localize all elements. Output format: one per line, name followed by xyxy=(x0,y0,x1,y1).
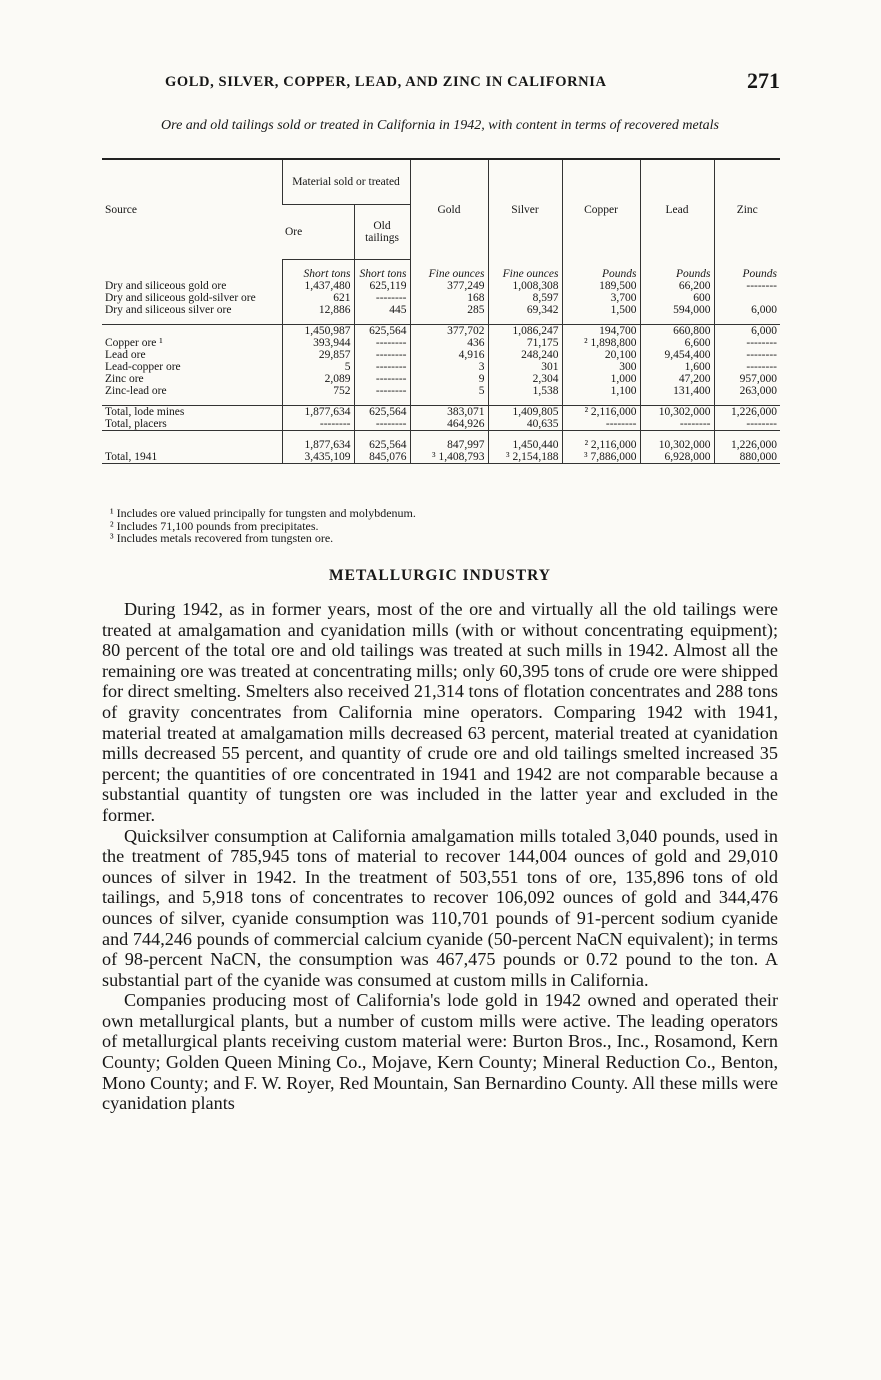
row-label xyxy=(102,325,282,338)
production-table xyxy=(102,158,780,464)
row-label: Zinc ore xyxy=(105,373,144,385)
table-cell: 1,877,634 xyxy=(282,439,354,451)
table-cell: -------- xyxy=(714,418,780,431)
units-row xyxy=(102,260,780,281)
header-silver: Silver xyxy=(488,159,562,260)
table-cell: 10,302,000 xyxy=(640,439,714,451)
paragraph: Companies producing most of California's lode gold in 1942 owned and operated their own metallurgical plants, but a number of custom mills were active. The leading operators of metallurgical plants receiving custom material were: Burton Bros., Inc., Rosamond, Kern County; Golden Queen Mining Co., Mojave, Kern County; Mineral Reduction Co., Benton, Mono County; and F. W. Royer, Red Mountain, San Bernardino County. All these mills were cyanidation plants xyxy=(102,990,778,1114)
table-cell: 301 xyxy=(488,361,562,373)
section-title: METALLURGIC INDUSTRY xyxy=(329,567,551,584)
table-cell: 194,700 xyxy=(562,325,640,338)
row-label: Dry and siliceous silver ore xyxy=(105,304,232,316)
table-cell: -------- xyxy=(714,337,780,349)
table-row xyxy=(102,349,780,361)
table-cell: 1,450,440 xyxy=(488,439,562,451)
table-cell: 71,175 xyxy=(488,337,562,349)
table-cell: 189,500 xyxy=(562,280,640,292)
table-cell: 957,000 xyxy=(714,373,780,385)
table-cell: 1,450,987 xyxy=(282,325,354,338)
table-caption: Ore and old tailings sold or treated in California in 1942, with content in terms of recovered metals xyxy=(161,118,719,133)
paragraph: Quicksilver consumption at California amalgamation mills totaled 3,040 pounds, used in the treatment of 785,945 tons of material to recover 144,004 ounces of gold and 29,010 ounces of silver in 1942. In the treatment of 503,551 tons of ore, 135,896 tons of old tailings, and 5,918 tons of concentrates to recover 106,092 ounces of gold and 344,476 ounces of silver, cyanide consumption was 110,701 pounds of 91-percent sodium cyanide and 744,246 pounds of commercial calcium cyanide (50-percent NaCN equivalent); in terms of 98-percent NaCN, the consumption was 467,475 pounds or 0.72 pound to the ton. A substantial part of the cyanide was consumed at custom mills in California. xyxy=(102,825,778,990)
table-cell: ³ 2,154,188 xyxy=(488,451,562,464)
table-cell: 9,454,400 xyxy=(640,349,714,361)
table-cell: -------- xyxy=(714,280,780,292)
table-cell: 625,564 xyxy=(354,325,410,338)
table-cell: -------- xyxy=(282,418,354,431)
table-cell: 10,302,000 xyxy=(640,406,714,419)
table-cell: ² 2,116,000 xyxy=(562,439,640,451)
page-number: 271 xyxy=(747,68,780,93)
table-cell: 464,926 xyxy=(410,418,488,431)
table-cell: 248,240 xyxy=(488,349,562,361)
table-cell: -------- xyxy=(354,349,410,361)
table-cell: -------- xyxy=(354,292,410,304)
table-row xyxy=(102,325,780,338)
table-cell: -------- xyxy=(354,337,410,349)
table-row xyxy=(102,337,780,349)
table-cell: 1,437,480 xyxy=(282,280,354,292)
table-cell: 3,435,109 xyxy=(282,451,354,464)
table-cell: 1,000 xyxy=(562,373,640,385)
table-cell: 47,200 xyxy=(640,373,714,385)
header-lead: Lead xyxy=(640,159,714,260)
table-row xyxy=(102,304,780,316)
table-cell: -------- xyxy=(714,361,780,373)
table-cell: 880,000 xyxy=(714,451,780,464)
unit-cell: Short tons xyxy=(282,260,354,281)
table-cell: 2,304 xyxy=(488,373,562,385)
table-cell: 383,071 xyxy=(410,406,488,419)
row-label: Total, placers xyxy=(102,418,282,431)
table-row xyxy=(102,361,780,373)
table-cell: 6,928,000 xyxy=(640,451,714,464)
table-cell: 6,600 xyxy=(640,337,714,349)
table-cell: 131,400 xyxy=(640,385,714,397)
running-header xyxy=(165,68,780,93)
table-cell xyxy=(714,292,780,304)
row-label: Total, 1941 xyxy=(102,451,282,464)
row-label: Dry and siliceous gold ore xyxy=(105,280,227,292)
table-cell: 285 xyxy=(410,304,488,316)
table-cell: ² 2,116,000 xyxy=(562,406,640,419)
unit-cell: Fine ounces xyxy=(410,260,488,281)
table-cell: -------- xyxy=(354,361,410,373)
table-cell: 1,100 xyxy=(562,385,640,397)
row-label xyxy=(102,439,282,451)
header-gold: Gold xyxy=(410,159,488,260)
row-label: Lead ore xyxy=(105,349,146,361)
table-cell: 3,700 xyxy=(562,292,640,304)
unit-cell: Pounds xyxy=(714,260,780,281)
table-cell: 300 xyxy=(562,361,640,373)
table-cell: 621 xyxy=(282,292,354,304)
table-cell: 263,000 xyxy=(714,385,780,397)
table-cell: 1,538 xyxy=(488,385,562,397)
table-cell: ² 1,898,800 xyxy=(562,337,640,349)
header-copper: Copper xyxy=(562,159,640,260)
unit-cell: Fine ounces xyxy=(488,260,562,281)
table-cell: 600 xyxy=(640,292,714,304)
table-cell: 1,600 xyxy=(640,361,714,373)
table-cell: 6,000 xyxy=(714,325,780,338)
base-metal-group xyxy=(102,325,780,398)
table-cell: 660,800 xyxy=(640,325,714,338)
table-cell: ³ 1,408,793 xyxy=(410,451,488,464)
footnotes xyxy=(110,507,710,545)
table-row xyxy=(102,418,780,431)
unit-cell: Pounds xyxy=(640,260,714,281)
row-label: Lead-copper ore xyxy=(105,361,181,373)
table-cell: 1,877,634 xyxy=(282,406,354,419)
table-cell: 3 xyxy=(410,361,488,373)
footnote: ³ Includes metals recovered from tungsten ore. xyxy=(110,531,334,545)
table-cell: 66,200 xyxy=(640,280,714,292)
table-cell: 8,597 xyxy=(488,292,562,304)
header-title: GOLD, SILVER, COPPER, LEAD, AND ZINC IN CALIFORNIA xyxy=(165,74,607,90)
table-cell: 6,000 xyxy=(714,304,780,316)
table-row xyxy=(102,280,780,292)
unit-cell: Short tons xyxy=(354,260,410,281)
body-text xyxy=(102,599,778,1114)
table-cell: 1,226,000 xyxy=(714,439,780,451)
table-cell: 168 xyxy=(410,292,488,304)
header-ore: Ore xyxy=(282,205,354,260)
table-cell: 5 xyxy=(410,385,488,397)
table-cell: 393,944 xyxy=(282,337,354,349)
table-cell: 377,702 xyxy=(410,325,488,338)
table-cell: 1,226,000 xyxy=(714,406,780,419)
table-cell: 625,119 xyxy=(354,280,410,292)
table-cell: 752 xyxy=(282,385,354,397)
table-row xyxy=(102,385,780,397)
table-row xyxy=(102,292,780,304)
unit-cell: Pounds xyxy=(562,260,640,281)
footnote: ¹ Includes ore valued principally for tungsten and molybdenum. xyxy=(110,506,416,520)
table-cell: 1,409,805 xyxy=(488,406,562,419)
table-cell: 4,916 xyxy=(410,349,488,361)
row-label: Copper ore ¹ xyxy=(105,337,163,349)
footnote: ² Includes 71,100 pounds from precipitates. xyxy=(110,518,319,533)
table-cell: 40,635 xyxy=(488,418,562,431)
table-cell: 594,000 xyxy=(640,304,714,316)
table-row xyxy=(102,373,780,385)
table-cell: -------- xyxy=(354,418,410,431)
table-cell: 445 xyxy=(354,304,410,316)
grand-total-group xyxy=(102,439,780,464)
siliceous-group xyxy=(102,280,780,316)
paragraph: During 1942, as in former years, most of the ore and virtually all the old tailings were treated at amalgamation and cyanidation mills (with or without concentrating equipment); 80 percent of the total ore and old tailings was treated at such mills in 1942. Almost all the remaining ore was treated at concentrating mills; only 60,395 tons of crude ore were shipped for direct smelting. Smelters also received 21,314 tons of flotation concentrates and 288 tons of gravity concentrates from California mine operators. Comparing 1942 with 1941, material treated at amalgamation mills decreased 63 percent, material treated at cyanidation mills decreased 55 percent, and quantity of crude ore and old tailings smelted increased 35 percent; the quantities of ore concentrated in 1941 and 1942 are not comparable because a substantial quantity of tungsten ore was included in the latter year and excluded in the former. xyxy=(102,599,778,825)
table-cell: 9 xyxy=(410,373,488,385)
table-cell: -------- xyxy=(354,385,410,397)
table-cell: 847,997 xyxy=(410,439,488,451)
table-cell: 625,564 xyxy=(354,406,410,419)
table-cell: ³ 7,886,000 xyxy=(562,451,640,464)
table-cell: -------- xyxy=(714,349,780,361)
header-source: Source xyxy=(102,159,282,260)
table-row xyxy=(102,451,780,464)
row-label: Dry and siliceous gold-silver ore xyxy=(105,292,256,304)
table-cell: 20,100 xyxy=(562,349,640,361)
table-cell: -------- xyxy=(562,418,640,431)
table-cell: 5 xyxy=(282,361,354,373)
header-old-tailings: Old tailings xyxy=(354,205,410,260)
table-cell: 12,886 xyxy=(282,304,354,316)
table-cell: 1,008,308 xyxy=(488,280,562,292)
table-cell: 377,249 xyxy=(410,280,488,292)
totals-group xyxy=(102,406,780,431)
row-label: Zinc-lead ore xyxy=(105,385,167,397)
table-cell: 436 xyxy=(410,337,488,349)
table-cell: 2,089 xyxy=(282,373,354,385)
header-material: Material sold or treated xyxy=(282,159,410,205)
table-cell: 69,342 xyxy=(488,304,562,316)
table-cell: -------- xyxy=(354,373,410,385)
table-cell: 845,076 xyxy=(354,451,410,464)
table-cell: 29,857 xyxy=(282,349,354,361)
table-cell: 1,086,247 xyxy=(488,325,562,338)
table-cell: -------- xyxy=(640,418,714,431)
header-zinc: Zinc xyxy=(714,159,780,260)
table-cell: 625,564 xyxy=(354,439,410,451)
table-cell: 1,500 xyxy=(562,304,640,316)
table-row xyxy=(102,406,780,419)
row-label: Total, lode mines xyxy=(102,406,282,419)
table-row xyxy=(102,439,780,451)
